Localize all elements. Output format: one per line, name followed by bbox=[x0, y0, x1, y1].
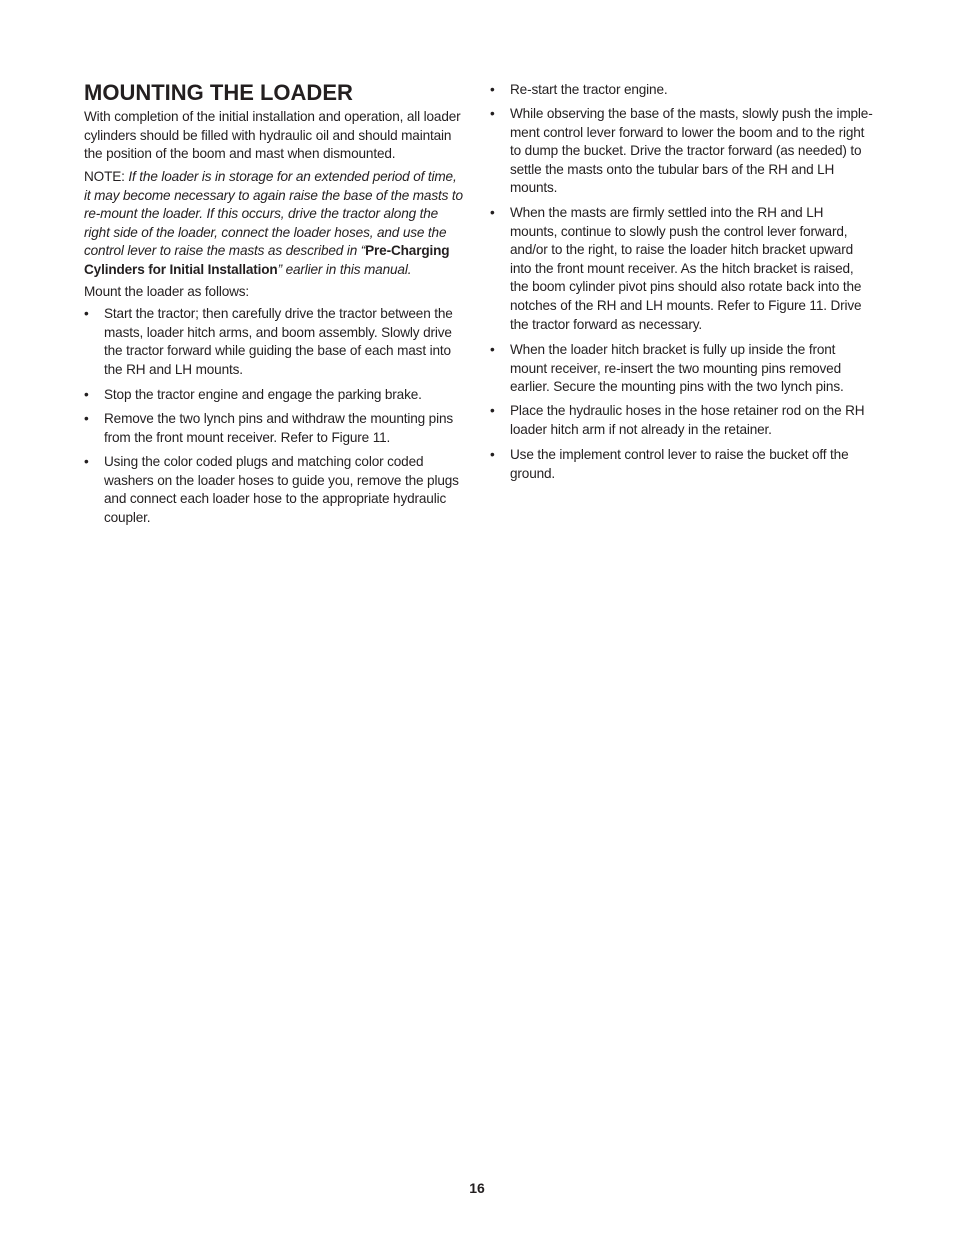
step-text: When the loader hitch bracket is fully up inside the front mount receiver, re-insert the two mounting pins removed earlier. Secure the mounting pins with the two lynch pins. bbox=[510, 342, 844, 395]
bullet-icon: • bbox=[490, 403, 495, 418]
lead-paragraph: Mount the loader as follows: bbox=[84, 284, 250, 299]
step-text: Use the implement control lever to raise the bucket off the ground. bbox=[510, 447, 849, 481]
note-label: NOTE: bbox=[84, 169, 129, 184]
step-text: Re-start the tractor engine. bbox=[510, 82, 668, 97]
bullet-icon: • bbox=[490, 342, 495, 357]
intro-paragraph: With completion of the initial installation and operation, all loader cylinders should be filled with hydraulic oil and should maintain the position of the boom and mast when dismounted. bbox=[84, 109, 461, 162]
note-text-end: ” earlier in this manual. bbox=[277, 261, 412, 277]
note-paragraph bbox=[84, 168, 466, 280]
step-text: Remove the two lynch pins and withdraw the mounting pins from the front mount receiver. Refer to Figure 11. bbox=[104, 411, 454, 445]
bullet-icon: • bbox=[490, 447, 495, 462]
step-text: Stop the tractor engine and engage the parking brake. bbox=[104, 387, 422, 402]
step-text: When the masts are firmly settled into the RH and LH mounts, continue to slowly push the control lever forward, and/or to the right, to raise the loader hitch bracket upward into the front mount receiver. As the hitch bracket is raised, the boom cylinder pivot pins should also rotate back into the notches of the RH and LH mounts. Refer to Figure 11. Drive the tractor forward as necessary. bbox=[510, 205, 862, 332]
note-text: If the loader is in storage for an extended period of time, it may become necessary to again raise the base of the masts to re-mount the loader. If this occurs, drive the tractor along the right side of the loader, connect the loader hoses, and use the control lever to raise the masts as described in “ bbox=[84, 169, 463, 259]
bullet-icon: • bbox=[84, 411, 89, 426]
step-text: Place the hydraulic hoses in the hose retainer rod on the RH loader hitch arm if not already in the retainer. bbox=[510, 403, 865, 437]
section-title: MOUNTING THE LOADER bbox=[84, 80, 353, 105]
bullet-icon: • bbox=[84, 306, 89, 321]
bullet-icon: • bbox=[84, 387, 89, 402]
step-text: While observing the base of the masts, slowly push the imple-ment control lever forward to lower the boom and to the right to dump the bucket. Drive the tractor forward (as needed) to settle the masts onto the tubular bars of the RH and LH mounts. bbox=[510, 106, 873, 196]
step-text: Start the tractor; then carefully drive the tractor between the masts, loader hitch arms, and boom assembly. Slowly drive the tractor forward while guiding the base of each mast into the RH and LH mounts. bbox=[104, 306, 453, 377]
page-number: 16 bbox=[469, 1180, 485, 1196]
bullet-icon: • bbox=[490, 106, 495, 121]
bullet-icon: • bbox=[490, 82, 495, 97]
bullet-icon: • bbox=[490, 205, 495, 220]
step-text: Using the color coded plugs and matching color coded washers on the loader hoses to guide you, remove the plugs and connect each loader hose to the appropriate hydraulic coupler. bbox=[104, 454, 459, 525]
note-reference: Pre-Charging Cylinders for Initial Installation bbox=[84, 243, 450, 277]
bullet-icon: • bbox=[84, 454, 89, 469]
